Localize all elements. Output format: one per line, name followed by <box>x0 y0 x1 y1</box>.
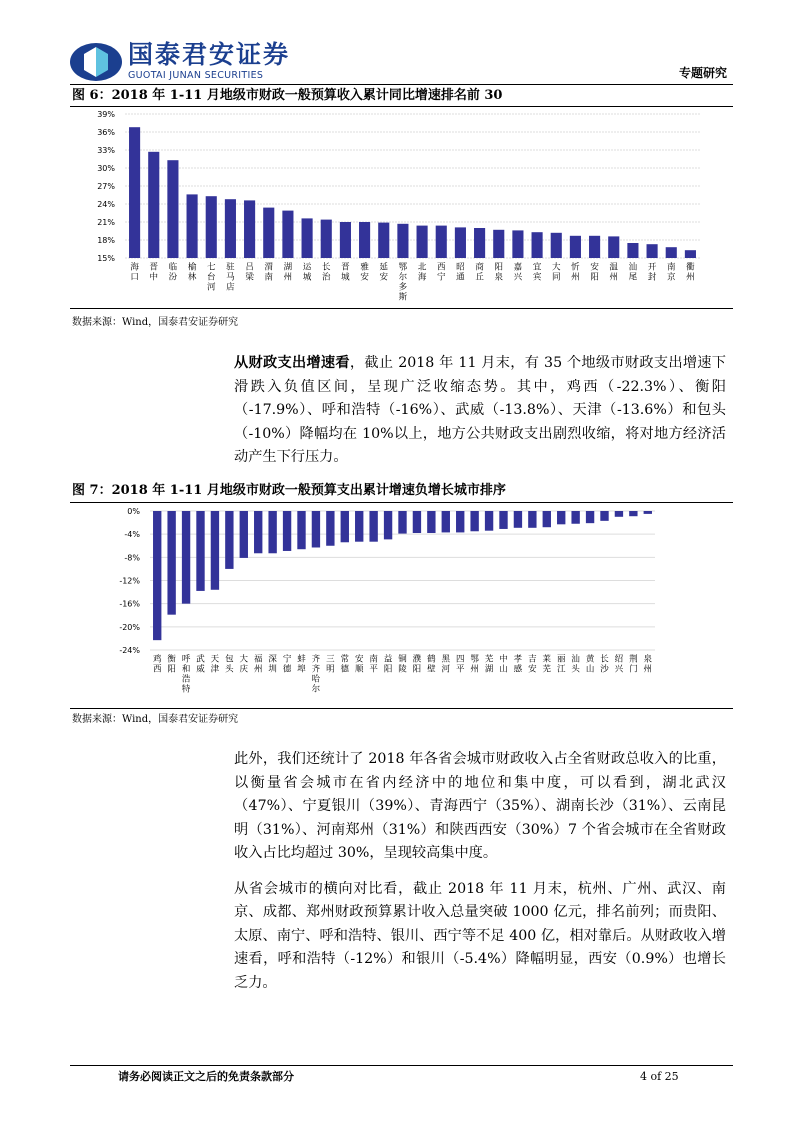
y-tick-label: 30% <box>97 164 115 173</box>
x-tick-label: 芜 <box>542 664 552 675</box>
x-tick-label: 宾 <box>532 272 542 283</box>
x-tick-label: 开 <box>647 262 657 273</box>
x-tick-label: 德 <box>340 664 350 675</box>
bar <box>557 511 565 524</box>
x-tick-label: 治 <box>321 272 331 283</box>
x-tick-label: 宁 <box>436 272 446 283</box>
x-tick-label: 益 <box>383 654 393 665</box>
figure7-caption: 图 7：2018 年 1-11 月地级市财政一般预算支出累计增速负增长城市排序 <box>72 483 506 498</box>
y-tick-label: 0% <box>127 507 140 516</box>
bar <box>153 511 161 640</box>
x-tick-label: 兴 <box>513 272 523 283</box>
x-tick-label: 沙 <box>600 664 609 675</box>
x-tick-label: 大 <box>551 262 561 273</box>
x-tick-label: 通 <box>456 272 465 283</box>
bar <box>341 511 349 542</box>
x-tick-label: 吉 <box>528 654 537 665</box>
x-tick-label: 同 <box>551 272 561 283</box>
bar <box>283 511 291 551</box>
bar <box>493 230 504 258</box>
x-tick-label: 德 <box>282 664 292 675</box>
figure7-source: 数据来源：Wind，国泰君安证券研究 <box>72 714 239 725</box>
bar <box>532 232 543 258</box>
x-tick-label: 城 <box>341 272 350 283</box>
x-tick-label: 顺 <box>354 664 364 675</box>
x-tick-label: 马 <box>226 272 235 283</box>
paragraph-expenditure <box>234 352 726 470</box>
x-tick-label: 黄 <box>585 654 595 665</box>
footer-rule <box>70 1065 733 1066</box>
x-tick-label: 吕 <box>245 262 254 273</box>
x-tick-label: 安 <box>528 664 537 675</box>
x-tick-label: 浩 <box>181 674 191 685</box>
bar <box>685 250 696 258</box>
x-tick-label: 呼 <box>181 654 191 665</box>
bar <box>600 511 608 521</box>
bar <box>369 511 377 542</box>
y-tick-label: -12% <box>119 576 140 586</box>
x-tick-label: 鄂 <box>398 262 408 273</box>
x-tick-label: 安 <box>360 272 369 283</box>
bar <box>470 511 478 531</box>
bar <box>211 511 219 590</box>
x-tick-label: 河 <box>441 664 451 675</box>
x-tick-label: 湖 <box>484 664 494 675</box>
x-tick-label: 铜 <box>398 654 407 665</box>
y-tick-label: -4% <box>124 530 140 540</box>
bar <box>263 208 274 258</box>
bar <box>413 511 421 533</box>
y-tick-label: -8% <box>124 553 140 563</box>
x-tick-label: 阳 <box>590 272 599 283</box>
paragraph-provincial-share: 此外，我们还统计了 2018 年各省会城市财政收入占全省财政总收入的比重，以衡量省会城市在省内经济中的地位和集中度，可以看到，湖北武汉（47%）、宁夏银川（39%）、青海西宁（35%）、湖南长沙（31%）、云南昆明（31%）、河南郑州（31%）和陕西西安（30%）7 个省会城市在全省财政收入占比均超过 30%，呈现较高集中度。 <box>234 751 726 861</box>
y-tick-label: 24% <box>97 200 115 209</box>
x-tick-label: 海 <box>130 262 139 273</box>
body-text-flow <box>234 748 726 995</box>
x-tick-label: 兴 <box>614 664 624 675</box>
x-tick-label: 州 <box>609 272 619 283</box>
x-tick-label: 北 <box>417 262 427 273</box>
x-tick-label: 丘 <box>475 272 484 283</box>
x-tick-label: 温 <box>609 262 619 273</box>
bar <box>282 211 293 258</box>
x-tick-label: 宁 <box>282 654 292 665</box>
paragraph-lead: 从财政支出增速看 <box>234 355 350 371</box>
x-tick-label: 安 <box>379 272 389 283</box>
paragraph-text: ，截止 2018 年 11 月末，有 35 个地级市财政支出增速下滑跌入负值区间，呈现广泛收缩态势。其中，鸡西（-22.3%）、衡阳（-17.9%）、呼和浩特（-16%）、武威（-13.8%）、天津（-13.6%）和包头（-10%）降幅均在 10%以上，地方公共财政支出剧烈收缩，将对地方经济活动产生下行压力。 <box>234 355 726 465</box>
bar <box>244 200 255 258</box>
x-tick-label: 城 <box>302 272 312 283</box>
x-tick-label: 鹤 <box>427 654 436 665</box>
x-tick-label: 晋 <box>149 262 159 273</box>
bar <box>629 511 637 516</box>
x-tick-label: 南 <box>666 262 676 273</box>
x-tick-label: 陵 <box>398 664 407 675</box>
bar <box>417 226 428 258</box>
bar <box>514 511 522 528</box>
x-tick-label: 阳 <box>383 664 393 675</box>
x-tick-label: 濮 <box>412 654 422 665</box>
x-tick-label: 西 <box>436 262 446 273</box>
bar <box>340 222 351 258</box>
brand-name-en: GUOTAI JUNAN SECURITIES <box>128 70 264 81</box>
x-tick-label: 中 <box>499 654 508 665</box>
x-tick-label: 四 <box>455 654 465 665</box>
x-tick-label: 汾 <box>168 272 178 283</box>
x-tick-label: 尔 <box>311 684 321 695</box>
x-tick-label: 丽 <box>556 654 566 665</box>
x-tick-label: 安 <box>354 654 364 665</box>
bar <box>225 511 233 569</box>
y-tick-label: 36% <box>97 128 115 137</box>
figure6-source: 数据来源：Wind，国泰君安证券研究 <box>72 317 239 328</box>
bar <box>644 511 652 514</box>
x-tick-label: 齐 <box>311 654 321 665</box>
x-tick-label: 芜 <box>484 654 494 665</box>
x-tick-label: 多 <box>398 282 408 293</box>
x-tick-label: 尾 <box>628 272 638 283</box>
x-tick-label: 中 <box>149 272 159 283</box>
bar <box>543 511 551 527</box>
x-tick-label: 长 <box>600 654 609 665</box>
x-tick-label: 三 <box>326 654 335 665</box>
x-tick-label: 榆 <box>187 262 197 273</box>
divider <box>70 708 733 709</box>
x-tick-label: 州 <box>470 664 479 675</box>
x-tick-label: 州 <box>571 272 580 283</box>
x-tick-label: 衢 <box>686 262 695 273</box>
x-tick-label: 平 <box>455 664 465 675</box>
chart-figure6 <box>70 106 733 306</box>
y-tick-label: 33% <box>97 146 115 155</box>
y-tick-label: 18% <box>97 236 115 245</box>
x-tick-label: 常 <box>340 654 350 665</box>
bar <box>666 247 677 258</box>
x-tick-label: 特 <box>181 684 191 695</box>
x-tick-label: 梁 <box>245 272 254 283</box>
bar <box>571 511 579 524</box>
bar <box>551 233 562 258</box>
y-tick-label: 21% <box>97 218 115 227</box>
section-label: 专题研究 <box>678 66 727 80</box>
x-tick-label: 渭 <box>264 262 274 273</box>
x-tick-label: 鸡 <box>152 654 162 665</box>
x-tick-label: 埠 <box>297 664 306 675</box>
x-tick-label: 南 <box>264 272 274 283</box>
x-tick-label: 商 <box>475 262 484 273</box>
bar <box>378 223 389 258</box>
bar <box>297 511 305 549</box>
x-tick-label: 安 <box>590 262 599 273</box>
bar <box>627 243 638 258</box>
x-tick-label: 圳 <box>268 664 277 675</box>
x-tick-label: 福 <box>253 654 263 665</box>
x-tick-label: 壁 <box>427 664 436 675</box>
bar <box>384 511 392 539</box>
bar <box>225 199 236 258</box>
bar <box>586 511 594 523</box>
x-tick-label: 宜 <box>532 262 542 273</box>
x-tick-label: 雅 <box>360 262 369 273</box>
x-tick-label: 延 <box>379 262 389 273</box>
bar <box>456 511 464 532</box>
bar <box>455 227 466 258</box>
bar <box>355 511 363 542</box>
x-tick-label: 泉 <box>494 272 504 283</box>
x-tick-label: 威 <box>196 664 205 675</box>
bar <box>321 220 332 258</box>
y-tick-label: -16% <box>119 599 140 609</box>
x-tick-label: 州 <box>686 272 695 283</box>
x-tick-label: 七 <box>206 262 216 273</box>
bar <box>359 222 370 258</box>
x-tick-label: 斯 <box>398 292 408 303</box>
x-tick-label: 店 <box>226 282 235 293</box>
x-tick-label: 阳 <box>494 262 504 273</box>
x-tick-label: 头 <box>225 664 234 675</box>
bar <box>326 511 334 546</box>
x-tick-label: 黑 <box>441 654 451 665</box>
x-tick-label: 台 <box>206 272 216 283</box>
x-tick-label: 嘉 <box>513 262 523 273</box>
x-tick-label: 泉 <box>643 654 653 665</box>
x-tick-label: 山 <box>499 664 508 675</box>
divider <box>70 308 733 309</box>
bar <box>167 511 175 615</box>
x-tick-label: 西 <box>152 664 162 675</box>
bar <box>129 127 140 258</box>
x-tick-label: 山 <box>585 664 595 675</box>
bar <box>206 196 217 258</box>
y-tick-label: -24% <box>119 646 140 655</box>
x-tick-label: 孝 <box>513 654 523 665</box>
x-tick-label: 州 <box>283 272 293 283</box>
chart-figure7 <box>70 502 733 707</box>
bar <box>570 236 581 258</box>
x-tick-label: 绍 <box>614 654 624 665</box>
bar <box>528 511 536 528</box>
bar <box>442 511 450 532</box>
x-tick-label: 和 <box>181 664 191 675</box>
bar <box>647 244 658 258</box>
x-tick-label: 天 <box>210 654 220 665</box>
x-tick-label: 汕 <box>571 654 580 665</box>
bar <box>148 152 159 258</box>
bar <box>512 230 523 258</box>
x-tick-label: 海 <box>417 272 427 283</box>
x-tick-label: 门 <box>629 664 638 675</box>
x-tick-label: 京 <box>666 272 676 283</box>
bar <box>196 511 204 591</box>
bar <box>427 511 435 533</box>
x-tick-label: 长 <box>321 262 331 273</box>
x-tick-label: 临 <box>168 262 178 273</box>
x-tick-label: 阳 <box>167 664 176 675</box>
y-tick-label: -20% <box>119 622 140 632</box>
page-number: 4 of 25 <box>640 1070 679 1083</box>
x-tick-label: 河 <box>206 282 216 293</box>
x-tick-label: 明 <box>326 664 335 675</box>
x-tick-label: 庆 <box>239 664 249 675</box>
bar <box>302 218 313 258</box>
x-tick-label: 武 <box>196 654 205 665</box>
x-tick-label: 江 <box>556 664 566 675</box>
bar <box>499 511 507 529</box>
paragraph-provincial-compare: 从省会城市的横向对比看，截止 2018 年 11 月末，杭州、广州、武汉、南京、成都、郑州财政预算累计收入总量突破 1000 亿元，排名前列；而贵阳、太原、南宁、呼和浩特、银川、西宁等不足 400 亿，相对靠后。从财政收入增速看，呼和浩特（-12%）和银川（-5.4%）降幅明显，西安（0.9%）也增长乏力。 <box>234 880 726 991</box>
bar <box>589 236 600 258</box>
x-tick-label: 头 <box>571 664 580 675</box>
bar <box>474 228 485 258</box>
x-tick-label: 齐 <box>311 664 321 675</box>
x-tick-label: 尔 <box>398 272 408 283</box>
x-tick-label: 林 <box>187 272 197 283</box>
bar <box>398 511 406 534</box>
brand-logo-icon <box>68 42 124 82</box>
y-tick-label: 27% <box>97 182 115 191</box>
y-tick-label: 39% <box>97 110 115 119</box>
x-tick-label: 鄂 <box>470 654 479 665</box>
x-tick-label: 哈 <box>311 674 321 685</box>
x-tick-label: 南 <box>369 654 378 665</box>
x-tick-label: 驻 <box>226 262 235 273</box>
bar <box>397 224 408 258</box>
bar <box>608 236 619 258</box>
x-tick-label: 昭 <box>456 262 465 273</box>
figure6-caption: 图 6：2018 年 1-11 月地级市财政一般预算收入累计同比增速排名前 30 <box>72 88 503 103</box>
bar <box>485 511 493 531</box>
bar <box>167 160 178 258</box>
y-tick-label: 15% <box>97 254 115 263</box>
x-tick-label: 封 <box>647 272 657 283</box>
bar <box>187 194 198 258</box>
x-tick-label: 汕 <box>628 262 638 273</box>
x-tick-label: 津 <box>210 664 220 675</box>
x-tick-label: 州 <box>253 664 263 675</box>
x-tick-label: 运 <box>302 262 312 273</box>
bar <box>254 511 262 553</box>
x-tick-label: 忻 <box>571 262 580 273</box>
bar <box>436 226 447 258</box>
x-tick-label: 口 <box>130 272 139 283</box>
x-tick-label: 深 <box>268 654 277 665</box>
x-tick-label: 莱 <box>542 654 552 665</box>
x-tick-label: 衡 <box>167 654 176 665</box>
bar <box>615 511 623 517</box>
x-tick-label: 平 <box>369 664 378 675</box>
header-rule <box>70 84 733 85</box>
bar <box>268 511 276 553</box>
x-tick-label: 蚌 <box>297 654 306 665</box>
x-tick-label: 荆 <box>629 654 638 665</box>
x-tick-label: 湖 <box>283 262 293 273</box>
bar <box>312 511 320 547</box>
x-tick-label: 州 <box>643 664 653 675</box>
x-tick-label: 大 <box>239 654 249 665</box>
disclaimer-note: 请务必阅读正文之后的免责条款部分 <box>118 1070 294 1083</box>
bar <box>182 511 190 604</box>
x-tick-label: 阳 <box>412 664 422 675</box>
bar <box>240 511 248 558</box>
x-tick-label: 包 <box>225 654 234 665</box>
brand-name: 国泰君安证券 <box>128 40 291 69</box>
x-tick-label: 感 <box>513 664 523 675</box>
x-tick-label: 晋 <box>341 262 350 273</box>
